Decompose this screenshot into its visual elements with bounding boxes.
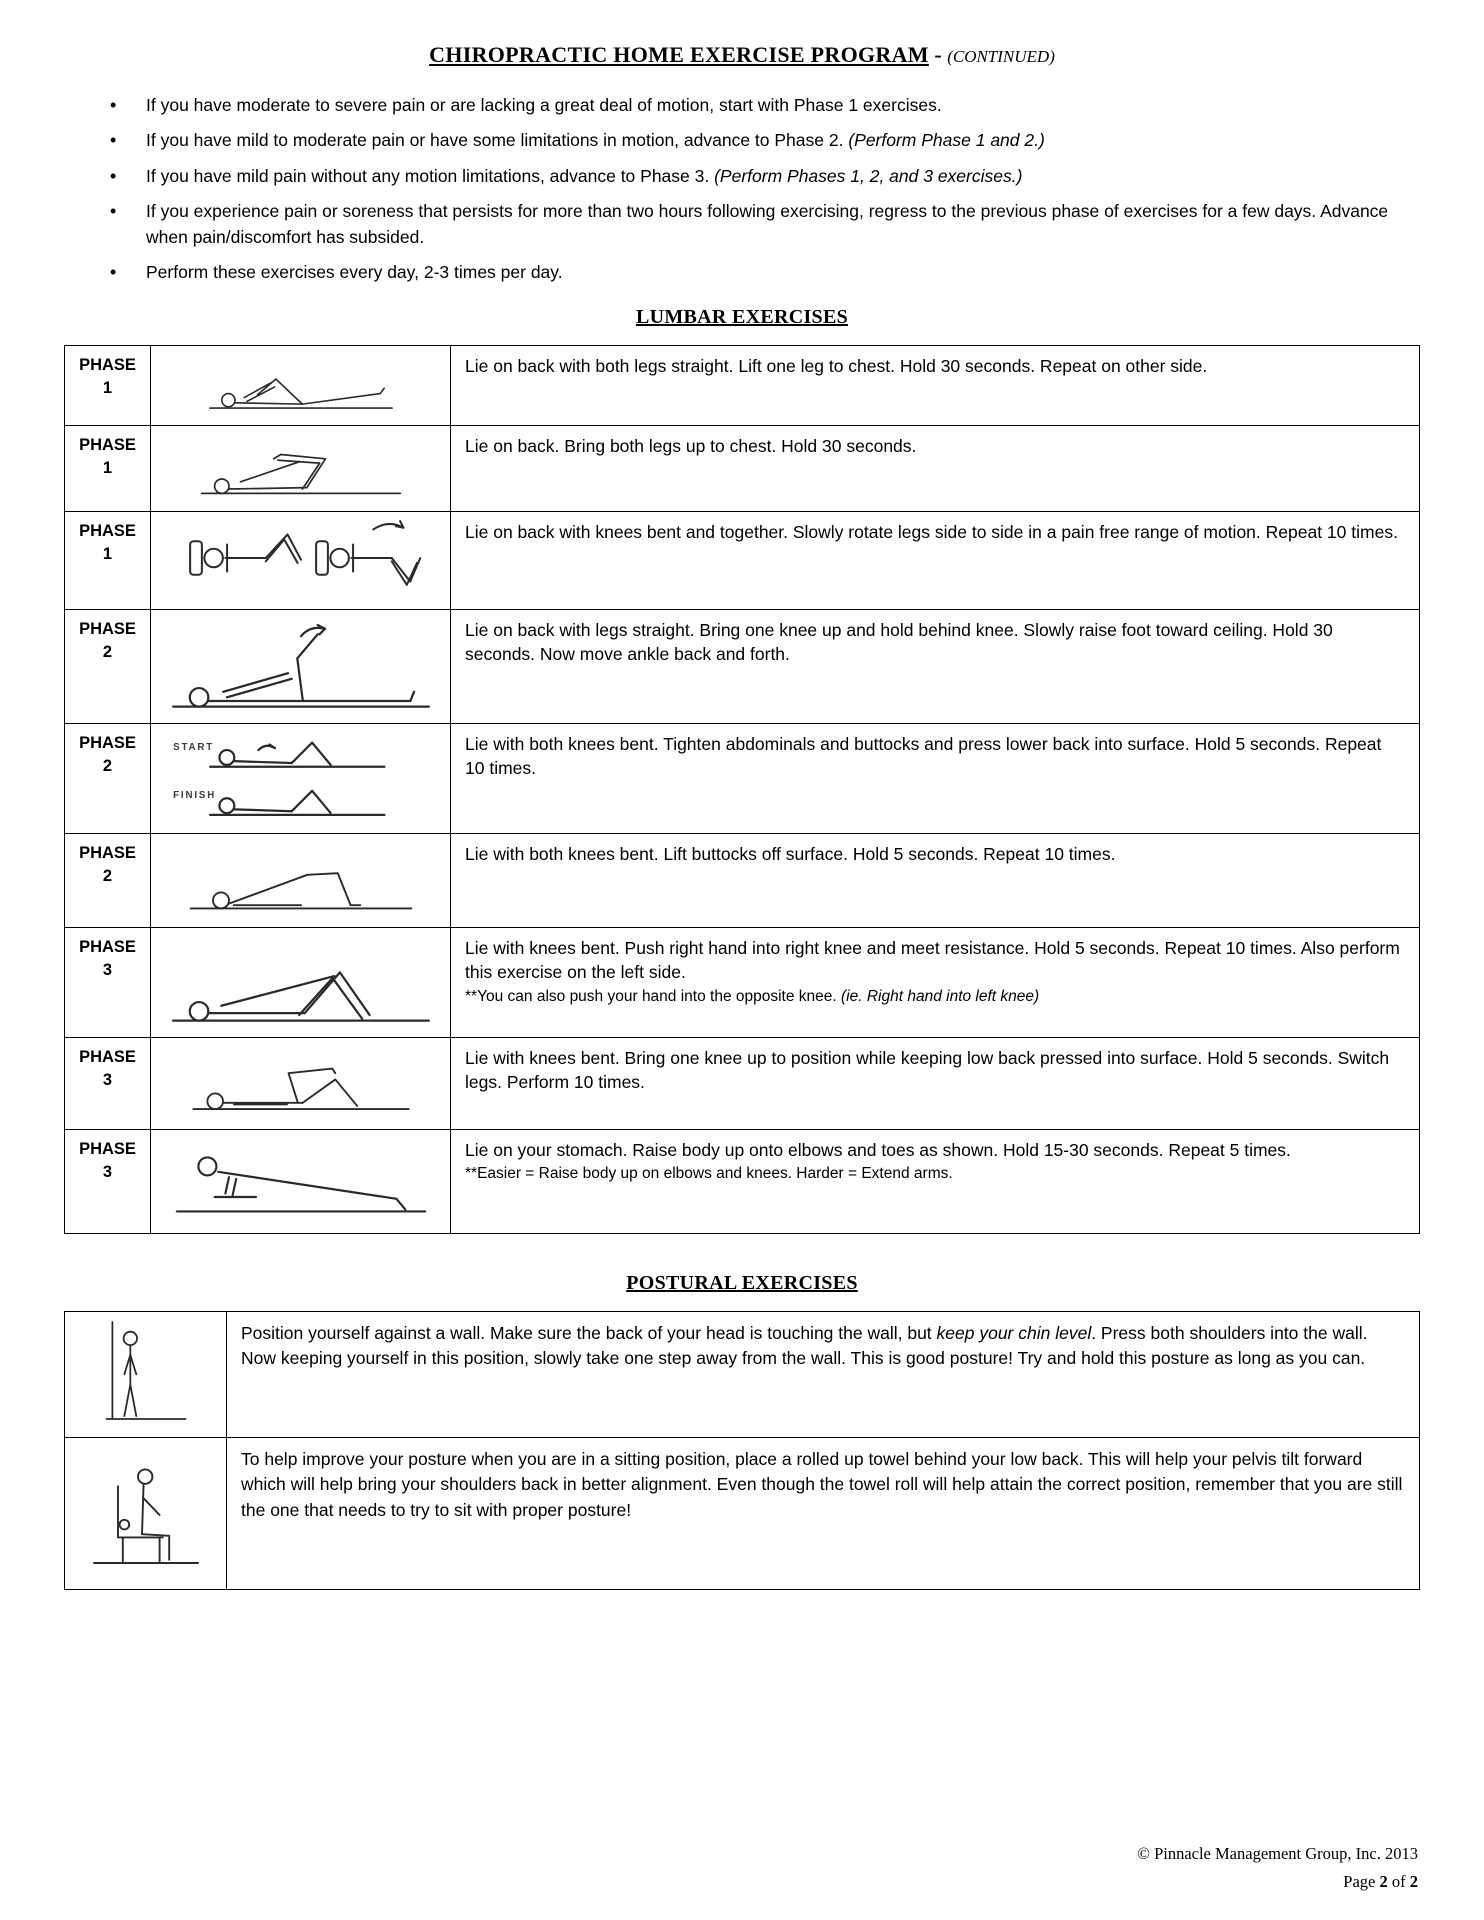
bullet-text: If you have mild pain without any motion limitations, advance to Phase 3. bbox=[146, 165, 715, 186]
exercise-row bbox=[65, 511, 1420, 609]
bullet-text: If you have moderate to severe pain or are lacking a great deal of motion, start with Phase 1 exercises. bbox=[146, 95, 942, 115]
bullet-text-italic: (Perform Phase 1 and 2.) bbox=[848, 130, 1045, 151]
exercise-row bbox=[65, 723, 1420, 833]
lumbar-exercises-table bbox=[64, 345, 1420, 1234]
postural-section-heading: POSTURAL EXERCISES bbox=[626, 1271, 858, 1294]
lumbar-section-heading: LUMBAR EXERCISES bbox=[635, 305, 849, 328]
exercise-illustration bbox=[151, 927, 451, 1037]
exercise-row bbox=[65, 1129, 1420, 1233]
hand-push-knee-figure-icon bbox=[162, 932, 440, 1028]
exercise-description: Lie with both knees bent. Tighten abdominals and buttocks and press lower back into surface. Hold 5 seconds. Repeat 10 times. bbox=[451, 723, 1420, 833]
exercise-illustration bbox=[151, 723, 451, 833]
exercise-row bbox=[65, 1037, 1420, 1129]
postural-illustration bbox=[65, 1437, 227, 1589]
pelvic-tilt-start-finish-figure-icon bbox=[162, 728, 440, 824]
exercise-illustration bbox=[151, 1129, 451, 1233]
exercise-illustration bbox=[151, 1037, 451, 1129]
phase-label: PHASE 1 bbox=[65, 345, 151, 425]
exercise-description: Lie on back with legs straight. Bring one knee up and hold behind knee. Slowly raise foot toward ceiling. Hold 30 seconds. Now move ankle back and forth. bbox=[451, 609, 1420, 723]
exercise-description: Lie with both knees bent. Lift buttocks off surface. Hold 5 seconds. Repeat 10 times. bbox=[451, 833, 1420, 927]
postural-row bbox=[65, 1311, 1420, 1437]
title-text: CHIROPRACTIC HOME EXERCISE PROGRAM bbox=[429, 42, 929, 67]
phase-label: PHASE 2 bbox=[65, 833, 151, 927]
bullet-item bbox=[146, 163, 1420, 189]
copyright-line: © Pinnacle Management Group, Inc. 2013 bbox=[1137, 1843, 1418, 1863]
exercise-illustration bbox=[151, 511, 451, 609]
bullet-text: If you experience pain or soreness that persists for more than two hours following exercising, regress to the previous phase of exercises for a few days. Advance when pain/discomfort has subsided. bbox=[146, 200, 1389, 247]
postural-exercises-table bbox=[64, 1311, 1420, 1590]
exercise-row bbox=[65, 833, 1420, 927]
exercise-note: **Easier = Raise body up on elbows and knees. Harder = Extend arms. bbox=[465, 1165, 953, 1183]
both-knees-to-chest-figure-icon bbox=[162, 430, 440, 502]
title-continued: (CONTINUED) bbox=[947, 47, 1055, 66]
exercise-description: Lie on your stomach. Raise body up onto elbows and toes as shown. Hold 15-30 seconds. Repeat 5 times. **Easier = Raise body up on elbows and knees. Harder = Extend arms. bbox=[451, 1129, 1420, 1233]
exercise-illustration bbox=[151, 425, 451, 511]
knee-rotation-top-view-figure-icon bbox=[159, 516, 443, 600]
phase-label: PHASE 1 bbox=[65, 511, 151, 609]
sitting-with-towel-roll-figure-icon bbox=[86, 1450, 206, 1572]
phase-label: PHASE 2 bbox=[65, 723, 151, 833]
leg-raise-hold-behind-knee-figure-icon bbox=[162, 614, 440, 714]
knee-raise-back-pressed-figure-icon bbox=[162, 1042, 440, 1120]
bullet-text-italic: (Perform Phases 1, 2, and 3 exercises.) bbox=[714, 165, 1023, 186]
postural-row bbox=[65, 1437, 1420, 1589]
bullet-text: Perform these exercises every day, 2-3 times per day. bbox=[146, 262, 563, 283]
title-separator: - bbox=[928, 42, 948, 67]
exercise-row bbox=[65, 345, 1420, 425]
exercise-row bbox=[65, 927, 1420, 1037]
postural-description: Position yourself against a wall. Make sure the back of your head is touching the wall, but keep your chin level. Press both shoulders into the wall. Now keeping yourself in this position, slowly take one step away from the wall. This is good posture! Try and hold this posture as long as you can. bbox=[227, 1311, 1420, 1437]
phase-label: PHASE 3 bbox=[65, 927, 151, 1037]
page-title bbox=[64, 42, 1420, 68]
bullet-item bbox=[146, 92, 1420, 118]
phase-label: PHASE 1 bbox=[65, 425, 151, 511]
bullet-item bbox=[146, 198, 1420, 251]
exercise-illustration bbox=[151, 833, 451, 927]
exercise-illustration bbox=[151, 345, 451, 425]
exercise-description: Lie on back with knees bent and together. Slowly rotate legs side to side in a pain free range of motion. Repeat 10 times. bbox=[451, 511, 1420, 609]
bullet-item bbox=[146, 259, 1420, 285]
exercise-note: **You can also push your hand into the opposite knee. (ie. Right hand into left knee) bbox=[465, 988, 1040, 1006]
exercise-description: Lie with knees bent. Bring one knee up to position while keeping low back pressed into surface. Hold 5 seconds. Switch legs. Perform 10 times. bbox=[451, 1037, 1420, 1129]
finish-label: FINISH bbox=[172, 789, 216, 801]
bullet-item bbox=[146, 127, 1420, 153]
page-number-line: Page 2 of 2 bbox=[1343, 1871, 1418, 1891]
intro-bullet-list bbox=[64, 92, 1420, 286]
phase-label: PHASE 3 bbox=[65, 1037, 151, 1129]
exercise-row bbox=[65, 425, 1420, 511]
start-label: START bbox=[172, 741, 214, 753]
page-footer bbox=[1137, 1840, 1418, 1896]
exercise-illustration bbox=[151, 609, 451, 723]
bridge-figure-icon bbox=[162, 838, 440, 918]
single-knee-to-chest-figure-icon bbox=[162, 350, 440, 416]
exercise-description: Lie with knees bent. Push right hand into right knee and meet resistance. Hold 5 seconds. Repeat 10 times. Also perform this exercise on the left side. **You can also push your hand into the opposite knee. (ie. Right hand into left knee) bbox=[451, 927, 1420, 1037]
exercise-description: Lie on back with both legs straight. Lift one leg to chest. Hold 30 seconds. Repeat on other side. bbox=[451, 345, 1420, 425]
postural-illustration bbox=[65, 1311, 227, 1437]
standing-against-wall-figure-icon bbox=[91, 1316, 201, 1428]
phase-label: PHASE 3 bbox=[65, 1129, 151, 1233]
exercise-description: Lie on back. Bring both legs up to chest. Hold 30 seconds. bbox=[451, 425, 1420, 511]
phase-label: PHASE 2 bbox=[65, 609, 151, 723]
plank-figure-icon bbox=[162, 1134, 440, 1224]
bullet-text: If you have mild to moderate pain or have some limitations in motion, advance to Phase 2. bbox=[146, 130, 849, 151]
exercise-row bbox=[65, 609, 1420, 723]
postural-description: To help improve your posture when you are in a sitting position, place a rolled up towel behind your low back. This will help your pelvis tilt forward which will help bring your shoulders back in better alignment. Even though the towel roll will help attain the correct position, remember that you are still the one that needs to try to sit with proper posture! bbox=[227, 1437, 1420, 1589]
